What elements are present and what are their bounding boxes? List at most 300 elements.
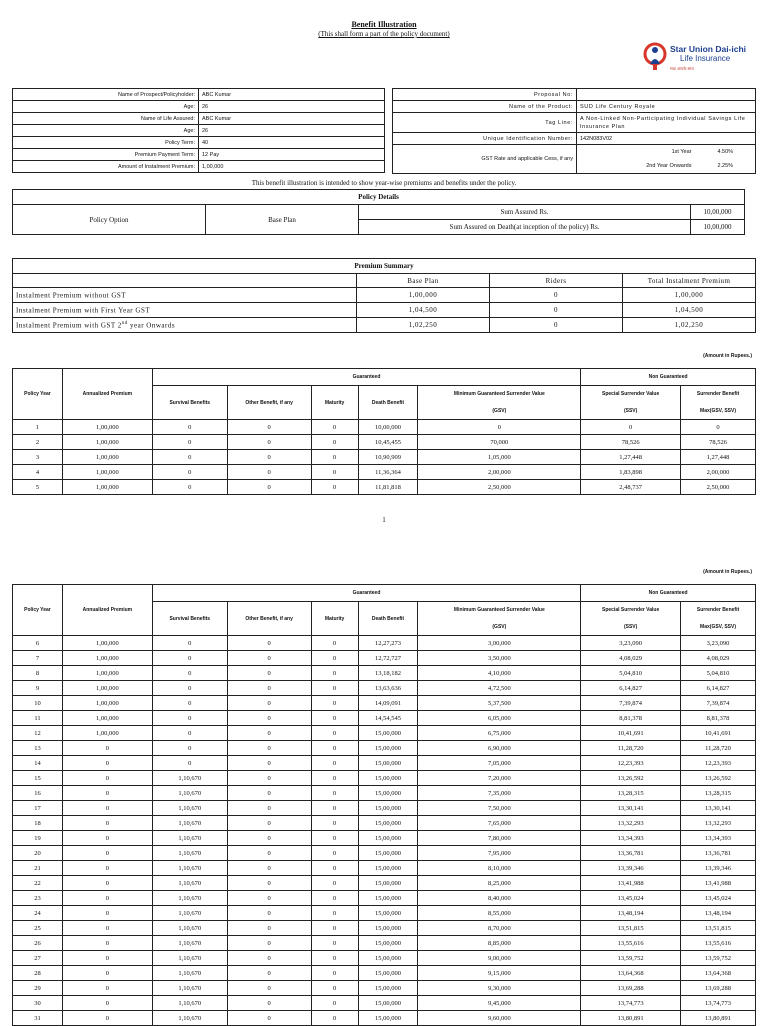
cell-policy-year: 30 <box>13 996 63 1011</box>
hdr-death: Death Benefit <box>358 602 418 636</box>
proposal-value <box>577 89 756 101</box>
hdr-guaranteed: Guaranteed <box>152 369 580 386</box>
cell-maturity: 0 <box>311 450 358 465</box>
cell-gsv: 5,37,500 <box>418 696 581 711</box>
cell-annualized-premium: 1,00,000 <box>62 636 152 651</box>
page-subtitle: (This shall form a part of the policy document) <box>318 30 450 38</box>
cell-policy-year: 23 <box>13 891 63 906</box>
cell-ssv: 13,51,815 <box>581 921 681 936</box>
table-row <box>13 861 756 876</box>
cell-other-benefit: 0 <box>227 981 311 996</box>
cell-surrender-benefit: 13,45,024 <box>681 891 756 906</box>
cell-surrender-benefit: 13,28,315 <box>681 786 756 801</box>
hdr-death: Death Benefit <box>358 386 418 420</box>
cell-maturity: 0 <box>311 966 358 981</box>
cell-annualized-premium: 0 <box>62 756 152 771</box>
page-title: Benefit Illustration <box>351 20 417 29</box>
premium-base-cell: 1,04,500 <box>357 303 490 318</box>
cell-annualized-premium: 0 <box>62 786 152 801</box>
table-row <box>13 711 756 726</box>
prospect-value: 26 <box>199 125 385 137</box>
cell-ssv: 13,59,752 <box>581 951 681 966</box>
prospect-row <box>13 137 385 149</box>
hdr-annualized-premium: Annualized Premium <box>62 369 152 420</box>
cell-annualized-premium: 0 <box>62 906 152 921</box>
cell-death-benefit: 15,00,000 <box>358 786 418 801</box>
logo-name: Star Union Dai-ichi <box>670 44 747 54</box>
cell-policy-year: 20 <box>13 846 63 861</box>
table-row <box>13 921 756 936</box>
col-riders: Riders <box>490 274 623 288</box>
cell-other-benefit: 0 <box>227 906 311 921</box>
cell-surrender-benefit: 13,64,368 <box>681 966 756 981</box>
cell-death-benefit: 15,00,000 <box>358 936 418 951</box>
cell-ssv: 7,39,874 <box>581 696 681 711</box>
cell-survival-benefit: 1,10,670 <box>152 801 227 816</box>
hdr-gsv: Minimum Guaranteed Surrender Value <box>418 386 581 403</box>
tag-line-label: Tag Line: <box>393 113 577 133</box>
hdr-policy-year: Policy Year <box>13 585 63 636</box>
cell-policy-year: 29 <box>13 981 63 996</box>
cell-ssv: 1,27,448 <box>581 450 681 465</box>
cell-survival-benefit: 1,10,670 <box>152 786 227 801</box>
cell-gsv: 2,50,000 <box>418 480 581 495</box>
cell-gsv: 8,10,000 <box>418 861 581 876</box>
cell-maturity: 0 <box>311 876 358 891</box>
table-row <box>13 981 756 996</box>
cell-maturity: 0 <box>311 756 358 771</box>
product-name-label: Name of the Product: <box>393 101 577 113</box>
cell-maturity: 0 <box>311 435 358 450</box>
cell-annualized-premium: 0 <box>62 876 152 891</box>
premium-row-label: Instalment Premium without GST <box>13 288 357 303</box>
cell-other-benefit: 0 <box>227 831 311 846</box>
cell-policy-year: 19 <box>13 831 63 846</box>
cell-other-benefit: 0 <box>227 876 311 891</box>
cell-other-benefit: 0 <box>227 741 311 756</box>
cell-other-benefit: 0 <box>227 891 311 906</box>
cell-other-benefit: 0 <box>227 801 311 816</box>
cell-gsv: 1,05,000 <box>418 450 581 465</box>
cell-gsv: 8,85,000 <box>418 936 581 951</box>
prospect-row <box>13 101 385 113</box>
premium-row <box>13 303 756 318</box>
cell-death-benefit: 13,18,182 <box>358 666 418 681</box>
cell-death-benefit: 15,00,000 <box>358 906 418 921</box>
cell-gsv: 7,35,000 <box>418 786 581 801</box>
cell-policy-year: 12 <box>13 726 63 741</box>
cell-policy-year: 7 <box>13 651 63 666</box>
cell-ssv: 12,23,393 <box>581 756 681 771</box>
table-row <box>13 726 756 741</box>
cell-policy-year: 14 <box>13 756 63 771</box>
sum-assured-value: 10,00,000 <box>691 205 745 220</box>
cell-surrender-benefit: 13,39,346 <box>681 861 756 876</box>
hdr-non-guaranteed: Non Guaranteed <box>581 585 756 602</box>
premium-summary-table <box>12 258 756 333</box>
cell-gsv: 8,40,000 <box>418 891 581 906</box>
cell-survival-benefit: 0 <box>152 636 227 651</box>
cell-other-benefit: 0 <box>227 681 311 696</box>
table-row <box>13 465 756 480</box>
policy-option-value: Base Plan <box>206 205 359 235</box>
prospect-label: Age: <box>13 101 199 113</box>
amount-note: (Amount in Rupees.) <box>703 353 752 359</box>
gst-label: GST Rate and applicable Cess, if any <box>393 145 577 174</box>
cell-surrender-benefit: 13,59,752 <box>681 951 756 966</box>
cell-maturity: 0 <box>311 981 358 996</box>
cell-death-benefit: 15,00,000 <box>358 876 418 891</box>
cell-other-benefit: 0 <box>227 921 311 936</box>
cell-maturity: 0 <box>311 921 358 936</box>
cell-surrender-benefit: 7,39,874 <box>681 696 756 711</box>
cell-maturity: 0 <box>311 465 358 480</box>
cell-death-benefit: 15,00,000 <box>358 861 418 876</box>
hdr-surrender-formula: Max(GSV, SSV) <box>681 403 756 420</box>
cell-maturity: 0 <box>311 801 358 816</box>
cell-maturity: 0 <box>311 906 358 921</box>
cell-policy-year: 6 <box>13 636 63 651</box>
proposal-label: Proposal No: <box>393 89 577 101</box>
cell-other-benefit: 0 <box>227 786 311 801</box>
cell-other-benefit: 0 <box>227 465 311 480</box>
cell-surrender-benefit: 5,04,810 <box>681 666 756 681</box>
cell-gsv: 7,80,000 <box>418 831 581 846</box>
cell-death-benefit: 11,81,818 <box>358 480 418 495</box>
hdr-surrender-formula: Max(GSV, SSV) <box>681 619 756 636</box>
cell-ssv: 13,34,393 <box>581 831 681 846</box>
table-row <box>13 966 756 981</box>
cell-survival-benefit: 0 <box>152 465 227 480</box>
cell-other-benefit: 0 <box>227 480 311 495</box>
premium-total-cell: 1,00,000 <box>623 288 756 303</box>
cell-surrender-benefit: 8,81,378 <box>681 711 756 726</box>
cell-policy-year: 5 <box>13 480 63 495</box>
cell-policy-year: 13 <box>13 741 63 756</box>
hdr-other: Other Benefit, if any <box>227 386 311 420</box>
cell-other-benefit: 0 <box>227 636 311 651</box>
intro-note: This benefit illustration is intended to show year-wise premiums and benefits under the policy. <box>251 179 517 187</box>
table-row <box>13 936 756 951</box>
cell-maturity: 0 <box>311 636 358 651</box>
table-row <box>13 996 756 1011</box>
cell-gsv: 3,50,000 <box>418 651 581 666</box>
premium-base-cell: 1,02,250 <box>357 318 490 333</box>
cell-death-benefit: 12,27,273 <box>358 636 418 651</box>
cell-maturity: 0 <box>311 741 358 756</box>
cell-annualized-premium: 1,00,000 <box>62 696 152 711</box>
cell-survival-benefit: 0 <box>152 756 227 771</box>
cell-ssv: 8,81,378 <box>581 711 681 726</box>
cell-gsv: 0 <box>418 420 581 435</box>
cell-gsv: 8,70,000 <box>418 921 581 936</box>
table-row <box>13 786 756 801</box>
cell-maturity: 0 <box>311 816 358 831</box>
cell-ssv: 13,74,773 <box>581 996 681 1011</box>
cell-annualized-premium: 0 <box>62 741 152 756</box>
cell-death-benefit: 15,00,000 <box>358 801 418 816</box>
cell-ssv: 13,45,024 <box>581 891 681 906</box>
cell-other-benefit: 0 <box>227 651 311 666</box>
cell-gsv: 9,30,000 <box>418 981 581 996</box>
cell-gsv: 2,00,000 <box>418 465 581 480</box>
cell-surrender-benefit: 11,28,720 <box>681 741 756 756</box>
cell-maturity: 0 <box>311 726 358 741</box>
cell-ssv: 6,14,827 <box>581 681 681 696</box>
hdr-survival: Survival Benefits <box>152 386 227 420</box>
cell-surrender-benefit: 13,30,141 <box>681 801 756 816</box>
gst-year2-label: 2nd Year Onwards <box>646 163 692 169</box>
cell-policy-year: 22 <box>13 876 63 891</box>
cell-death-benefit: 15,00,000 <box>358 981 418 996</box>
cell-ssv: 2,48,737 <box>581 480 681 495</box>
table-row <box>13 756 756 771</box>
cell-annualized-premium: 1,00,000 <box>62 450 152 465</box>
prospect-row <box>13 161 385 173</box>
cell-gsv: 8,25,000 <box>418 876 581 891</box>
cell-gsv: 7,95,000 <box>418 846 581 861</box>
benefit-table-page1 <box>12 368 756 495</box>
amount-note-page2: (Amount in Rupees.) <box>703 569 752 575</box>
cell-annualized-premium: 1,00,000 <box>62 681 152 696</box>
cell-maturity: 0 <box>311 951 358 966</box>
cell-policy-year: 3 <box>13 450 63 465</box>
prospect-row <box>13 149 385 161</box>
prospect-row <box>13 89 385 101</box>
cell-maturity: 0 <box>311 936 358 951</box>
cell-surrender-benefit: 13,26,592 <box>681 771 756 786</box>
table-row <box>13 771 756 786</box>
cell-policy-year: 2 <box>13 435 63 450</box>
page-number: 1 <box>382 516 386 524</box>
premium-riders-cell: 0 <box>490 303 623 318</box>
cell-ssv: 13,39,346 <box>581 861 681 876</box>
uin-value: 142N083V02 <box>577 133 756 145</box>
cell-policy-year: 26 <box>13 936 63 951</box>
cell-gsv: 9,15,000 <box>418 966 581 981</box>
cell-death-benefit: 15,00,000 <box>358 816 418 831</box>
cell-ssv: 13,30,141 <box>581 801 681 816</box>
cell-other-benefit: 0 <box>227 861 311 876</box>
cell-ssv: 0 <box>581 420 681 435</box>
cell-policy-year: 15 <box>13 771 63 786</box>
cell-surrender-benefit: 13,51,815 <box>681 921 756 936</box>
cell-annualized-premium: 0 <box>62 891 152 906</box>
sum-assured-label: Sum Assured Rs. <box>359 205 691 220</box>
col-total-premium: Total Instalment Premium <box>623 274 756 288</box>
policy-details-heading: Policy Details <box>13 190 745 205</box>
product-name-value: SUD Life Century Royale <box>577 101 756 113</box>
table-row <box>13 450 756 465</box>
cell-maturity: 0 <box>311 786 358 801</box>
cell-survival-benefit: 0 <box>152 651 227 666</box>
prospect-info-table <box>12 88 385 173</box>
cell-death-benefit: 15,00,000 <box>358 726 418 741</box>
cell-annualized-premium: 1,00,000 <box>62 480 152 495</box>
cell-gsv: 70,000 <box>418 435 581 450</box>
prospect-label: Premium Payment Term: <box>13 149 199 161</box>
premium-riders-cell: 0 <box>490 288 623 303</box>
cell-policy-year: 31 <box>13 1011 63 1026</box>
cell-ssv: 13,32,293 <box>581 816 681 831</box>
cell-surrender-benefit: 13,55,616 <box>681 936 756 951</box>
cell-survival-benefit: 0 <box>152 435 227 450</box>
policy-option-label: Policy Option <box>13 205 206 235</box>
cell-policy-year: 17 <box>13 801 63 816</box>
cell-gsv: 6,90,000 <box>418 741 581 756</box>
cell-ssv: 10,41,691 <box>581 726 681 741</box>
cell-gsv: 7,20,000 <box>418 771 581 786</box>
cell-death-benefit: 10,90,909 <box>358 450 418 465</box>
cell-annualized-premium: 0 <box>62 861 152 876</box>
uin-label: Unique Identification Number: <box>393 133 577 145</box>
cell-maturity: 0 <box>311 666 358 681</box>
cell-gsv: 6,05,000 <box>418 711 581 726</box>
cell-ssv: 3,23,090 <box>581 636 681 651</box>
hdr-maturity: Maturity <box>311 386 358 420</box>
cell-survival-benefit: 1,10,670 <box>152 906 227 921</box>
cell-survival-benefit: 0 <box>152 480 227 495</box>
prospect-value: ABC Kumar <box>199 89 385 101</box>
table-row <box>13 951 756 966</box>
product-info-table <box>392 88 756 174</box>
table-row <box>13 831 756 846</box>
cell-annualized-premium: 1,00,000 <box>62 666 152 681</box>
prospect-value: 26 <box>199 101 385 113</box>
cell-policy-year: 28 <box>13 966 63 981</box>
cell-survival-benefit: 1,10,670 <box>152 816 227 831</box>
cell-surrender-benefit: 10,41,691 <box>681 726 756 741</box>
premium-summary-heading: Premium Summary <box>13 259 756 274</box>
cell-maturity: 0 <box>311 891 358 906</box>
cell-maturity: 0 <box>311 1011 358 1026</box>
table-row <box>13 906 756 921</box>
cell-death-benefit: 15,00,000 <box>358 996 418 1011</box>
prospect-value: ABC Kumar <box>199 113 385 125</box>
cell-annualized-premium: 1,00,000 <box>62 651 152 666</box>
table-row <box>13 891 756 906</box>
cell-policy-year: 4 <box>13 465 63 480</box>
premium-riders-cell: 0 <box>490 318 623 333</box>
cell-surrender-benefit: 0 <box>681 420 756 435</box>
cell-other-benefit: 0 <box>227 711 311 726</box>
hdr-ssv-abbr: (SSV) <box>581 403 681 420</box>
cell-gsv: 7,65,000 <box>418 816 581 831</box>
cell-annualized-premium: 1,00,000 <box>62 420 152 435</box>
cell-survival-benefit: 1,10,670 <box>152 951 227 966</box>
cell-gsv: 6,75,000 <box>418 726 581 741</box>
cell-other-benefit: 0 <box>227 420 311 435</box>
cell-surrender-benefit: 13,41,988 <box>681 876 756 891</box>
premium-row-label: Instalment Premium with GST 2nd year Onwards <box>13 318 357 333</box>
cell-ssv: 13,26,592 <box>581 771 681 786</box>
cell-policy-year: 25 <box>13 921 63 936</box>
cell-gsv: 7,05,000 <box>418 756 581 771</box>
cell-death-benefit: 14,54,545 <box>358 711 418 726</box>
cell-annualized-premium: 0 <box>62 936 152 951</box>
cell-other-benefit: 0 <box>227 1011 311 1026</box>
cell-ssv: 13,48,194 <box>581 906 681 921</box>
cell-other-benefit: 0 <box>227 666 311 681</box>
table-row <box>13 651 756 666</box>
cell-gsv: 9,45,000 <box>418 996 581 1011</box>
cell-surrender-benefit: 13,48,194 <box>681 906 756 921</box>
cell-survival-benefit: 1,10,670 <box>152 771 227 786</box>
cell-gsv: 3,00,000 <box>418 636 581 651</box>
premium-total-cell: 1,04,500 <box>623 303 756 318</box>
cell-survival-benefit: 0 <box>152 696 227 711</box>
cell-annualized-premium: 1,00,000 <box>62 711 152 726</box>
table-row <box>13 876 756 891</box>
hdr-other: Other Benefit, if any <box>227 602 311 636</box>
cell-survival-benefit: 0 <box>152 726 227 741</box>
cell-surrender-benefit: 2,50,000 <box>681 480 756 495</box>
cell-ssv: 5,04,810 <box>581 666 681 681</box>
cell-death-benefit: 15,00,000 <box>358 891 418 906</box>
cell-death-benefit: 15,00,000 <box>358 921 418 936</box>
sum-assured-death-label: Sum Assured on Death(at inception of the policy) Rs. <box>359 220 691 235</box>
cell-annualized-premium: 0 <box>62 966 152 981</box>
policy-details-table <box>12 189 745 235</box>
prospect-row <box>13 113 385 125</box>
hdr-non-guaranteed: Non Guaranteed <box>581 369 756 386</box>
cell-annualized-premium: 0 <box>62 951 152 966</box>
premium-base-cell: 1,00,000 <box>357 288 490 303</box>
cell-gsv: 4,10,000 <box>418 666 581 681</box>
cell-policy-year: 21 <box>13 861 63 876</box>
company-logo <box>640 42 758 78</box>
sum-assured-death-value: 10,00,000 <box>691 220 745 235</box>
cell-ssv: 13,36,781 <box>581 846 681 861</box>
hdr-gsv-abbr: (GSV) <box>418 619 581 636</box>
hdr-surrender: Surrender Benefit <box>681 386 756 403</box>
cell-annualized-premium: 0 <box>62 981 152 996</box>
hdr-ssv: Special Surrender Value <box>581 386 681 403</box>
cell-surrender-benefit: 6,14,827 <box>681 681 756 696</box>
cell-policy-year: 27 <box>13 951 63 966</box>
cell-gsv: 9,00,000 <box>418 951 581 966</box>
gst-year2-value: 2.25% <box>717 163 734 169</box>
cell-policy-year: 9 <box>13 681 63 696</box>
cell-survival-benefit: 1,10,670 <box>152 996 227 1011</box>
cell-surrender-benefit: 3,23,090 <box>681 636 756 651</box>
cell-maturity: 0 <box>311 711 358 726</box>
cell-death-benefit: 10,00,000 <box>358 420 418 435</box>
cell-ssv: 13,28,315 <box>581 786 681 801</box>
prospect-label: Name of Life Assured: <box>13 113 199 125</box>
cell-annualized-premium: 0 <box>62 816 152 831</box>
logo-emblem-icon <box>642 42 668 72</box>
logo-tagline: सदा आपके साथ <box>670 66 694 71</box>
cell-policy-year: 16 <box>13 786 63 801</box>
hdr-gsv: Minimum Guaranteed Surrender Value <box>418 602 581 619</box>
cell-maturity: 0 <box>311 831 358 846</box>
cell-survival-benefit: 1,10,670 <box>152 921 227 936</box>
logo-subname: Life Insurance <box>680 54 731 63</box>
cell-survival-benefit: 0 <box>152 681 227 696</box>
cell-annualized-premium: 0 <box>62 801 152 816</box>
cell-survival-benefit: 1,10,670 <box>152 981 227 996</box>
cell-maturity: 0 <box>311 996 358 1011</box>
premium-total-cell: 1,02,250 <box>623 318 756 333</box>
prospect-label: Age: <box>13 125 199 137</box>
cell-survival-benefit: 0 <box>152 711 227 726</box>
prospect-row <box>13 125 385 137</box>
cell-other-benefit: 0 <box>227 816 311 831</box>
cell-policy-year: 11 <box>13 711 63 726</box>
cell-ssv: 13,41,988 <box>581 876 681 891</box>
cell-policy-year: 24 <box>13 906 63 921</box>
